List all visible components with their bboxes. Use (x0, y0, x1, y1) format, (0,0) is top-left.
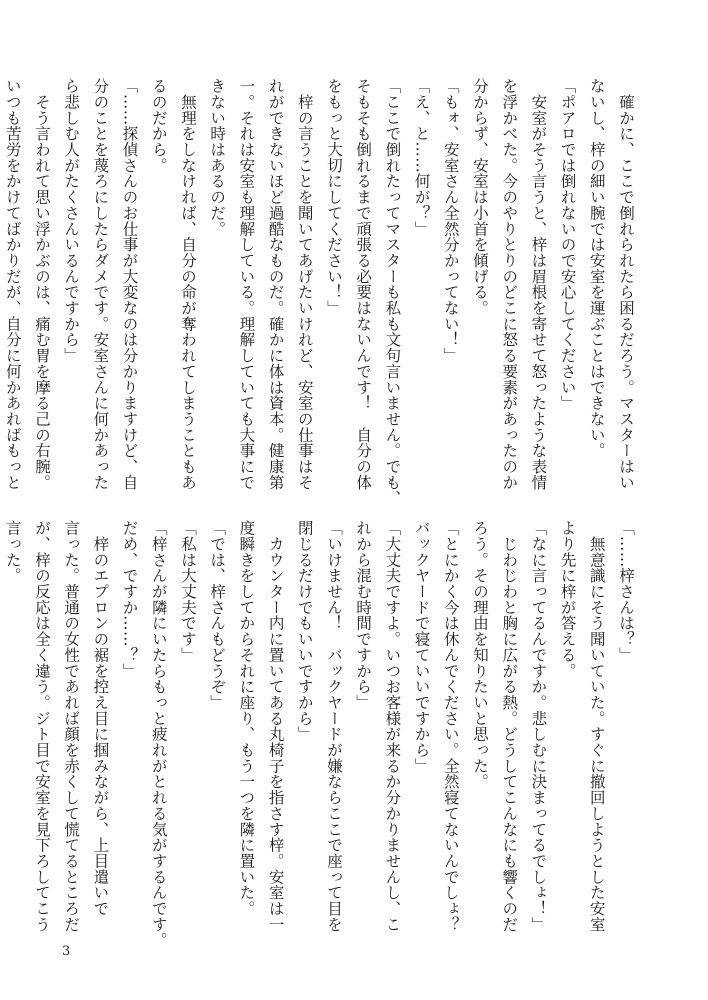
text-line: 梓の言うことを聞いてあげたいけれど、安室の仕事はそ (295, 78, 314, 491)
text-line: そもそも倒れるまで頑張る必要はないんです！ 自分の体 (354, 78, 373, 491)
text-line: ら悲しむ人がたくさんいるんですから」 (62, 78, 81, 364)
page-number: 3 (62, 944, 71, 959)
text-line: 「では、梓さんもどうぞ」 (208, 520, 227, 711)
text-line: きない時はあるのだ。 (208, 78, 227, 237)
text-line: をもっと大切にしてください！」 (324, 78, 343, 316)
text-line: 言った。普通の女性であれば顔を赤くして慌てるところだ (62, 520, 81, 933)
lower-text-block (0, 520, 640, 948)
text-line: 安室がそう言うと、梓は眉根を寄せて怒ったような表情 (529, 78, 548, 491)
text-line: 「……探偵さんのお仕事が大変なのは分かりますけど、自 (120, 78, 139, 491)
text-line: 「とにかく今は休んでください。全然寝てないんでしょ？ (441, 520, 460, 933)
text-line: いつも苦労をかけてばかりだが、自分に何かあればもっと (3, 78, 22, 491)
text-line: るのだから。 (149, 78, 168, 174)
text-line: 分からず、安室は小首を傾げる。 (470, 78, 489, 316)
text-line: 「梓さんが隣にいたらもっと疲れがとれる気がするんです。 (149, 520, 168, 948)
text-line: れから混む時間ですから」 (354, 520, 373, 711)
text-line: 度瞬きをしてからそれに座り、もう一つを隣に置いた。 (237, 520, 256, 917)
text-line: じわじわと胸に広がる熱。どうしてこんなにも響くのだ (500, 520, 519, 933)
text-line: 一。それは安室も理解している。理解していても大事にで (237, 78, 256, 491)
text-line: ないし、梓の細い腕では安室を運ぶことはできない。 (587, 78, 606, 459)
text-line: 「ここで倒れたってマスターも私も文句言いません。でも、 (383, 78, 402, 506)
text-line: そう言われて思い浮かぶのは、痛む胃を摩る己の右腕。 (32, 78, 51, 491)
text-line: 「私は大丈夫です」 (178, 520, 197, 663)
upper-text-block (0, 78, 640, 506)
text-line: 閉じるだけでもいいですから」 (295, 520, 314, 742)
text-line: 梓のエプロンの裾を控え目に掴みながら、上目遣いで (91, 520, 110, 917)
text-line: 「いけません！ バックヤードが嫌ならここで座って目を (324, 520, 343, 933)
text-line: 無意識にそう聞いていた。すぐに撤回しようとした安室 (587, 520, 606, 933)
text-line: 言った。 (3, 520, 22, 584)
text-line: 「ポアロでは倒れないので安心してください」 (558, 78, 577, 411)
text-line: 「もォ、安室さん全然分かってない！」 (441, 78, 460, 364)
text-line: 「え、と……何が？」 (412, 78, 431, 237)
text-line: 「なに言ってるんですか。悲しむに決まってるでしょ！」 (529, 520, 548, 933)
text-line: だめ、ですか……？」 (120, 520, 139, 679)
text-line: 無理をしなければ、自分の命が奪われてしまうこともあ (178, 78, 197, 491)
text-line: バックヤードで寝ていいですから」 (412, 520, 431, 774)
text-line: を浮かべた。今のやりとりのどこに怒る要素があったのか (500, 78, 519, 491)
text-line: 「……梓さんは？」 (617, 520, 635, 663)
text-line: 確かに、ここで倒れられたら困るだろう。マスターはい (617, 78, 635, 491)
text-line: が、梓の反応は全く違う。ジト目で安室を見下ろしてこう (32, 520, 51, 933)
text-line: ろう。その理由を知りたいと思った。 (470, 520, 489, 790)
text-line: カウンター内に置いてある丸椅子を指さす梓。安室は一 (266, 520, 285, 933)
text-line: 「大丈夫ですよ。いつお客様が来るか分かりませんし、こ (383, 520, 402, 933)
text-line: れができないほど過酷なものだ。確かに体は資本。健康第 (266, 78, 285, 491)
text-line: 分のことを蔑ろにしたらダメです。安室さんに何かあった (91, 78, 110, 491)
text-line: より先に梓が答える。 (558, 520, 577, 679)
